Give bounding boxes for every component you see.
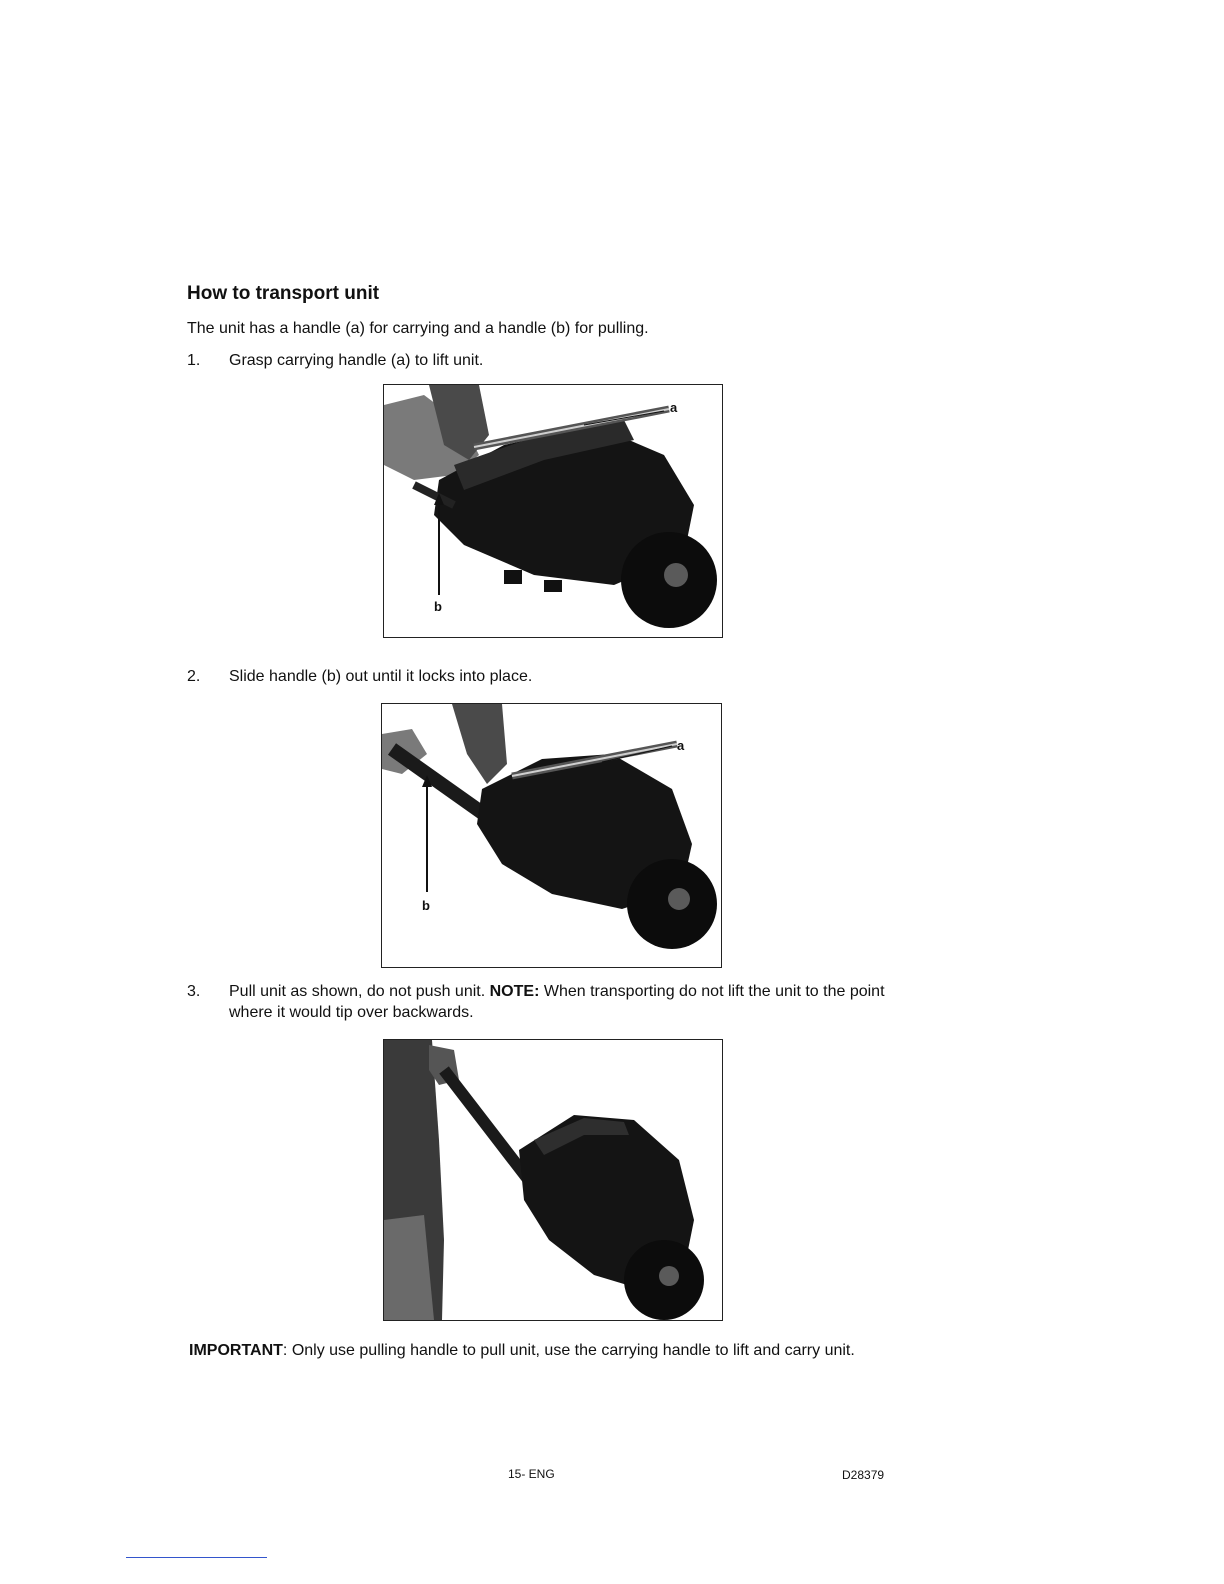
note-text: When transporting do not lift the unit to the point where it would tip over backwards. xyxy=(229,983,885,1021)
step-text-main: Pull unit as shown, do not push unit. xyxy=(229,983,486,1000)
important-note xyxy=(189,1340,909,1362)
figure-carry-illustration xyxy=(384,385,722,637)
important-text: : Only use pulling handle to pull unit, use the carrying handle to lift and carry unit. xyxy=(282,1342,855,1359)
figure-pull-illustration xyxy=(384,1040,722,1320)
label-a: a xyxy=(670,400,678,415)
label-b: b xyxy=(434,599,442,614)
important-label: IMPORTANT xyxy=(189,1342,283,1359)
step-number: 1. xyxy=(187,352,201,369)
step-text: Grasp carrying handle (a) to lift unit. xyxy=(229,352,484,369)
step-number: 2. xyxy=(187,668,201,685)
figure-carry-handle xyxy=(383,384,723,638)
page-number: 15- ENG xyxy=(508,1467,555,1481)
figure-pull-handle-extended xyxy=(381,703,722,968)
figure-pulling-unit xyxy=(383,1039,723,1321)
label-b: b xyxy=(422,898,430,913)
step-text xyxy=(229,981,909,1023)
step-number: 3. xyxy=(187,983,201,1000)
document-code: D28379 xyxy=(842,1468,885,1482)
figure-extend-illustration xyxy=(382,704,721,967)
note-label: NOTE: xyxy=(489,983,540,1000)
bottom-rule xyxy=(126,1557,267,1558)
section-heading: How to transport unit xyxy=(187,283,380,304)
step-text: Slide handle (b) out until it locks into place. xyxy=(229,668,533,685)
intro-text: The unit has a handle (a) for carrying and a handle (b) for pulling. xyxy=(187,320,649,337)
label-a: a xyxy=(677,738,685,753)
